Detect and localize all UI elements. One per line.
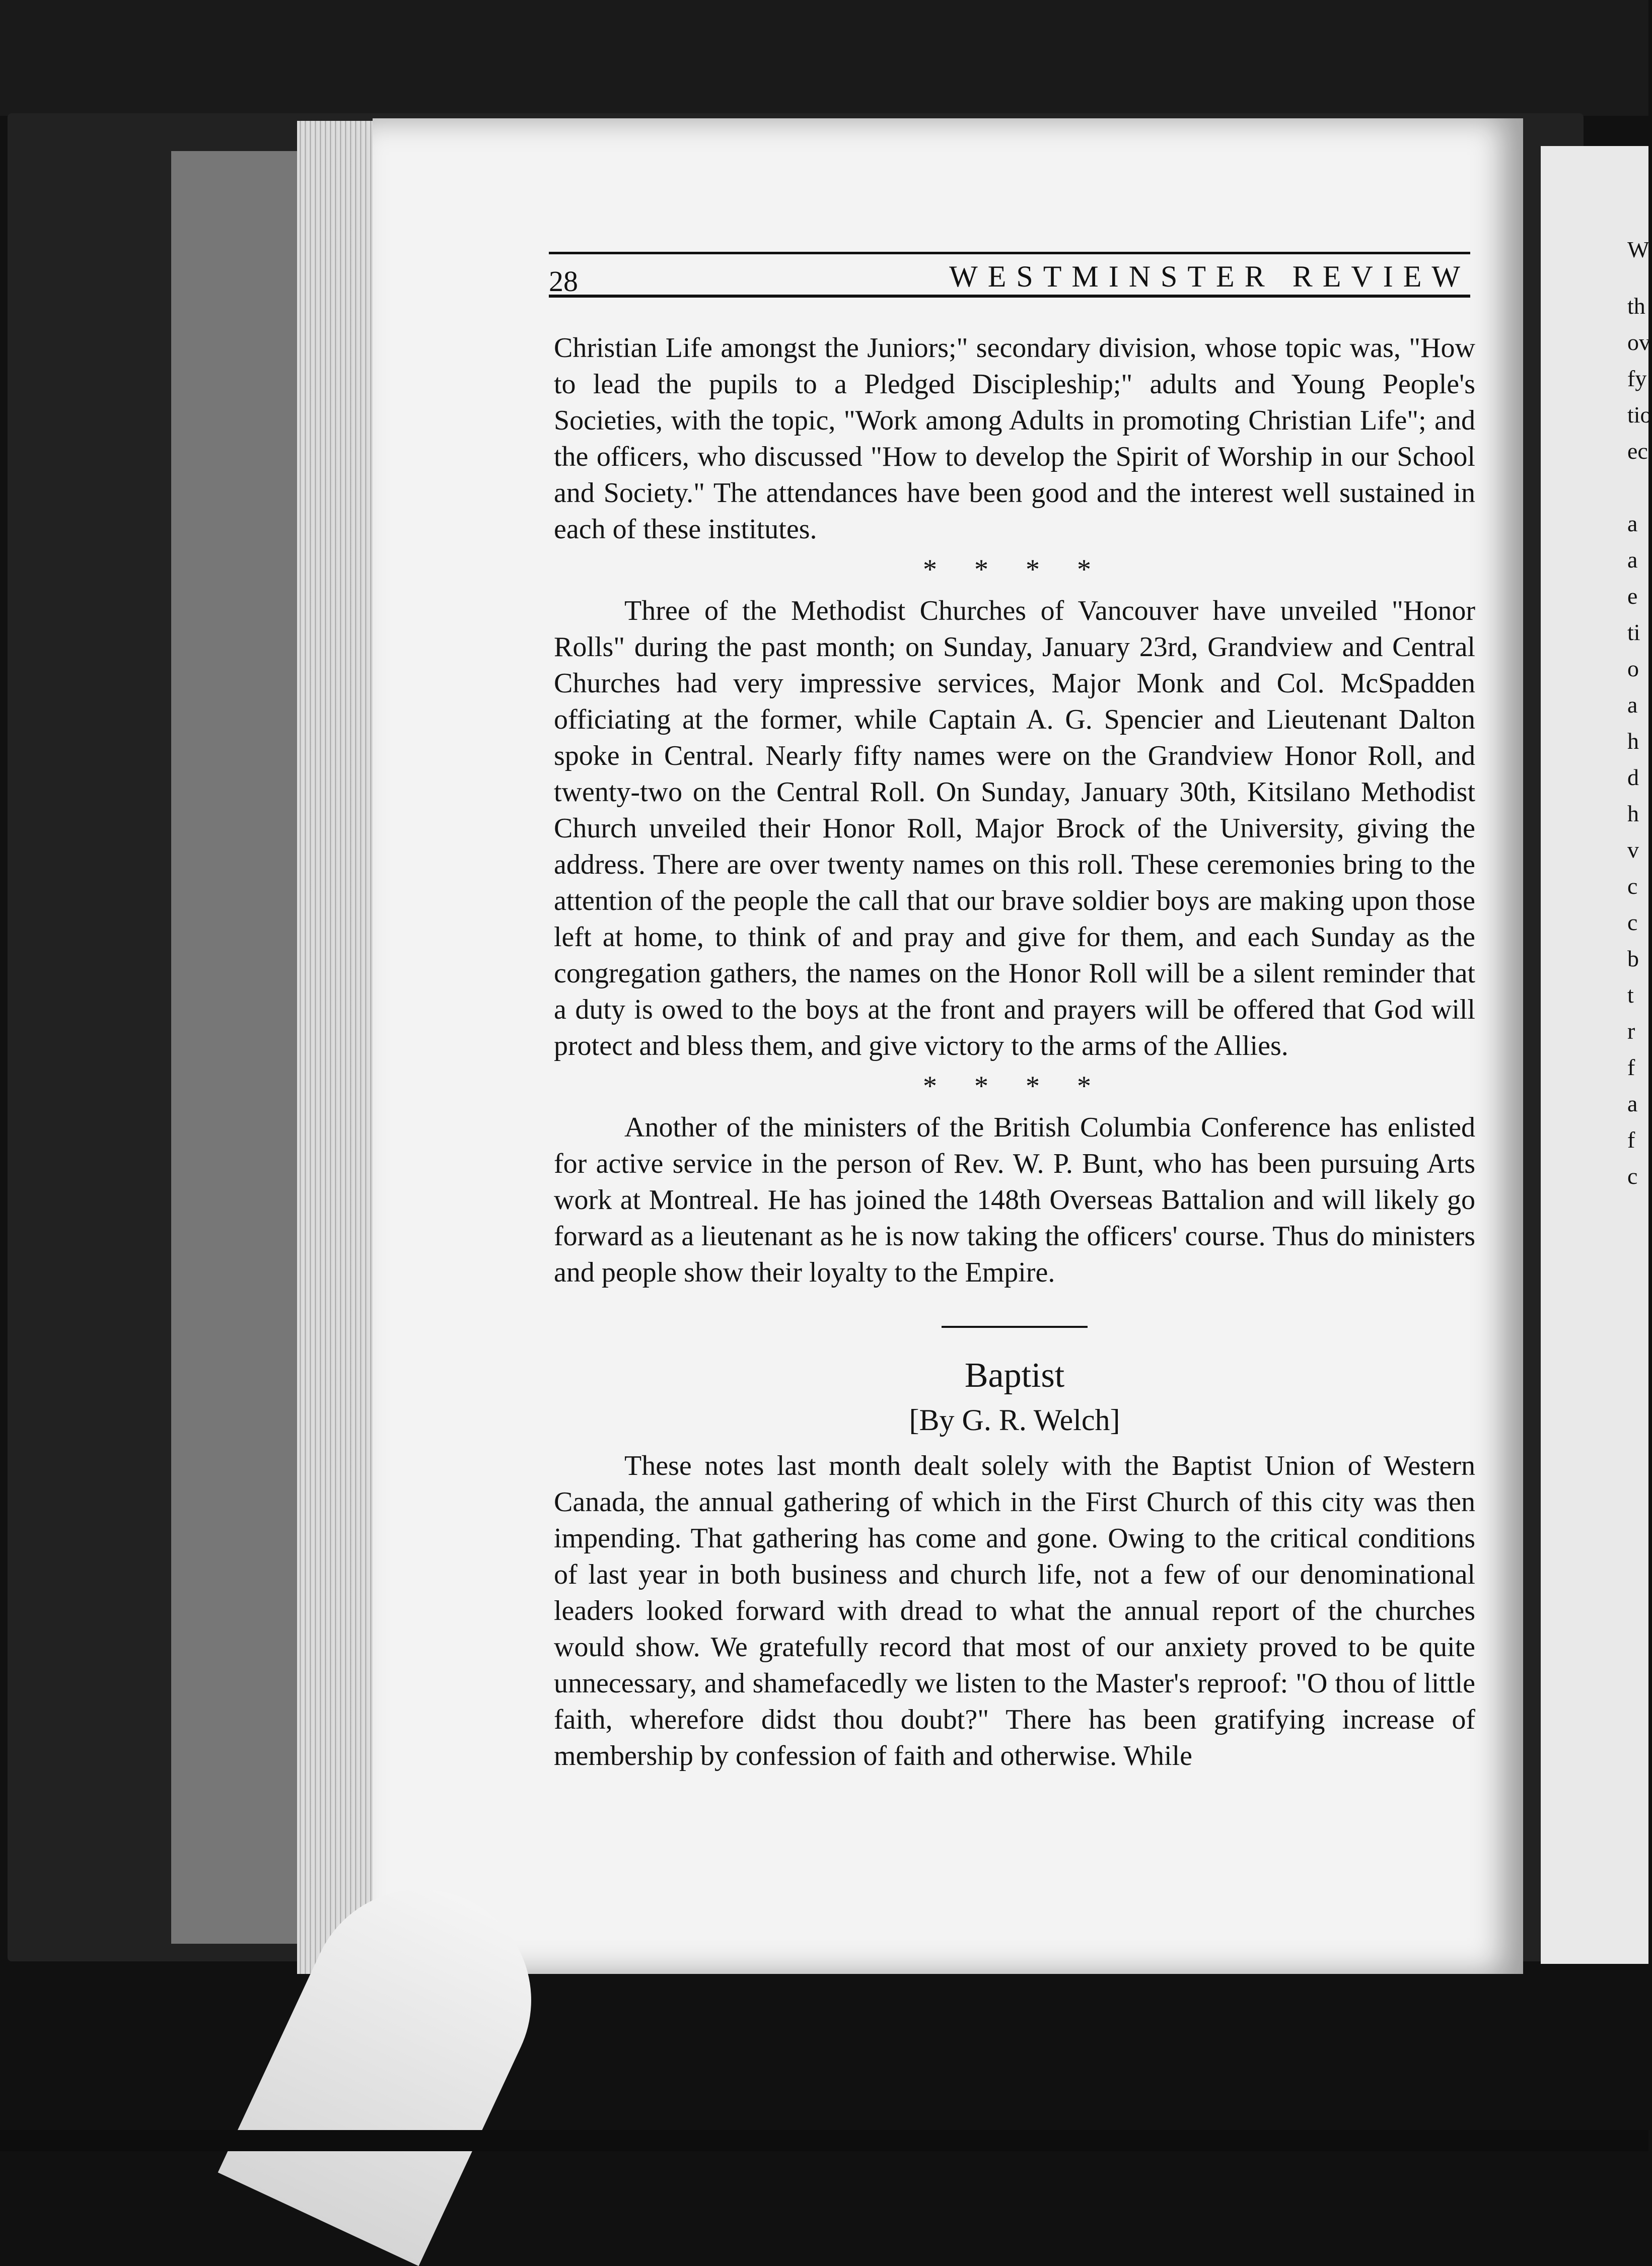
adjacent-page-line: a: [1627, 1091, 1638, 1116]
adjacent-page-line: d: [1627, 764, 1639, 790]
adjacent-page-line: t: [1627, 982, 1634, 1008]
paragraph: Three of the Methodist Churches of Vancouver have unveiled "Honor Rolls" during the past month; on Sunday, January 23rd, Grandview and Central Churches had very impressive services, Major Monk and Col. McSpadden officiating at the former, while Captain A. G. Spencier and Lieutenant Dalton spoke in Central. Nearly fifty names were on the Grandview Honor Roll, and twenty-two on the Central Roll. On Sunday, January 30th, Kitsilano Methodist Church unveiled their Honor Roll, Major Brock of the University, giving the address. There are over twenty names on this roll. These ceremonies bring to the attention of the people the call that our brave soldier boys are making upon those left at home, to think of and pray and give for them, and each Sunday as the congregation gathers, the names on the Honor Roll will be a silent reminder that a duty is owed to the boys at the front and prayers will be offered that God will protect and bless them, and give victory to the arms of the Allies.: [554, 595, 1475, 1061]
running-head: [549, 254, 1470, 298]
adjacent-page-line: c: [1627, 1163, 1638, 1189]
adjacent-page-line: a: [1627, 511, 1638, 536]
adjacent-page-line: tio: [1627, 402, 1652, 428]
adjacent-page-line: r: [1627, 1018, 1635, 1044]
paragraph: These notes last month dealt solely with the Baptist Union of Western Canada, the annual gathering of which in the First Church of this city was then impending. That gathering has come and gone. Owing to the critical conditions of last year in both business and church life, not a few of our denominational leaders looked forward with dread to what the annual report of the churches would show. We gratefully record that most of our anxiety proved to be quite unnecessary, and shamefacedly we listen to the Master's reproof: "O thou of little faith, wherefore didst thou doubt?" There has been gratifying increase of membership by confession of faith and otherwise. While: [554, 1450, 1475, 1772]
adjacent-page-line: o: [1627, 656, 1639, 681]
adjacent-page-line: [1627, 469, 1648, 506]
adjacent-page-line: v: [1627, 837, 1639, 863]
section-separator: * * * *: [923, 1071, 1106, 1102]
article-body: [554, 330, 1475, 1774]
adjacent-page-line: ec: [1627, 438, 1648, 464]
adjacent-page-line: h: [1627, 801, 1639, 826]
adjacent-page-line: a: [1627, 547, 1638, 573]
journal-title: WESTMINSTER REVIEW: [949, 260, 1470, 293]
adjacent-page-line: e: [1627, 583, 1638, 609]
adjacent-page-line: c: [1627, 909, 1638, 935]
byline: [By G. R. Welch]: [909, 1403, 1120, 1437]
adjacent-page-line: ti: [1627, 619, 1640, 645]
adjacent-page-line: h: [1627, 728, 1639, 754]
film-border-bottom: [0, 2130, 1648, 2151]
adjacent-page-line: b: [1627, 946, 1639, 971]
paragraph: Christian Life amongst the Juniors;" secondary division, whose topic was, "How to lead the pupils to a Pledged Discipleship;" adults and Young People's Societies, with the topic, "Work among Adults in promoting Christian Life"; and the officers, who discussed "How to develop the Spirit of Worship in our School and Society." The attendances have been good and the interest well sustained in each of these institutes.: [554, 332, 1475, 545]
section-heading: Baptist: [964, 1356, 1065, 1395]
adjacent-page-line: a: [1627, 692, 1638, 718]
adjacent-page-text: [1627, 237, 1652, 1194]
page-number: 28: [549, 265, 578, 298]
adjacent-page-line: fy: [1627, 366, 1647, 391]
paragraph: Another of the ministers of the British Columbia Conference has enlisted for active service in the person of Rev. W. P. Bunt, who has been pursuing Arts work at Montreal. He has joined the 148th Overseas Battalion and will likely go forward as a lieutenant as he is now taking the officers' course. Thus do ministers and people show their loyalty to the Empire.: [554, 1112, 1475, 1288]
section-divider: [942, 1326, 1088, 1328]
adjacent-page-line: f: [1627, 1054, 1635, 1080]
adjacent-page-line: c: [1627, 873, 1638, 899]
adjacent-page-line: ov: [1627, 329, 1650, 355]
page-edges: [297, 121, 378, 1974]
adjacent-page-line: th: [1627, 293, 1645, 319]
film-border-top: [0, 0, 1648, 116]
page-block: [171, 151, 307, 1944]
section-separator: * * * *: [923, 554, 1106, 585]
adjacent-page-line: f: [1627, 1127, 1635, 1153]
adjacent-page-header: W: [1627, 237, 1649, 262]
